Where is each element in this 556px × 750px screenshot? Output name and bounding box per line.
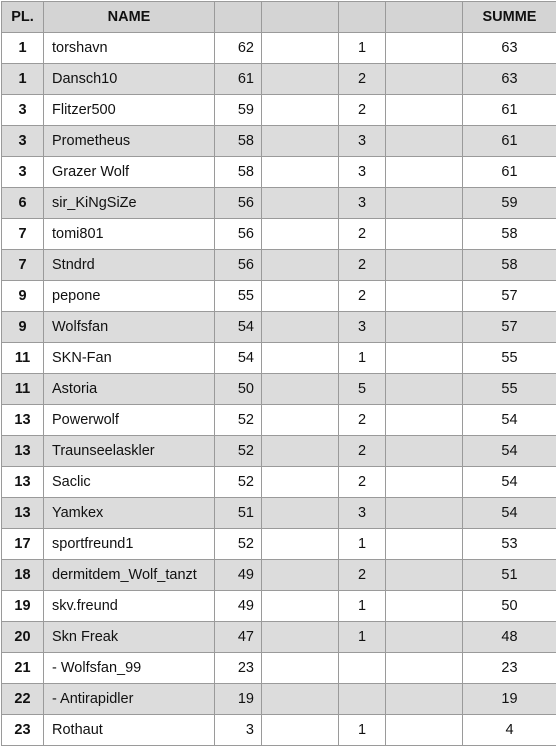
place-cell: 21	[2, 653, 44, 684]
header-col3	[215, 2, 262, 33]
empty-cell	[386, 312, 463, 343]
table-row	[2, 498, 556, 529]
place-cell: 7	[2, 250, 44, 281]
empty-cell	[386, 498, 463, 529]
place-cell: 7	[2, 219, 44, 250]
points-cell: 3	[215, 715, 262, 746]
empty-cell	[386, 250, 463, 281]
empty-cell	[262, 653, 339, 684]
empty-cell	[262, 622, 339, 653]
points-cell: 58	[215, 126, 262, 157]
points-cell: 52	[215, 405, 262, 436]
bonus-cell	[339, 653, 386, 684]
sum-cell: 51	[463, 560, 556, 591]
place-cell: 13	[2, 498, 44, 529]
name-cell: Traunseelaskler	[44, 436, 215, 467]
sum-cell: 54	[463, 467, 556, 498]
name-cell: sportfreund1	[44, 529, 215, 560]
place-cell: 13	[2, 436, 44, 467]
empty-cell	[386, 529, 463, 560]
empty-cell	[386, 33, 463, 64]
header-col5	[339, 2, 386, 33]
sum-cell: 50	[463, 591, 556, 622]
place-cell: 3	[2, 126, 44, 157]
empty-cell	[262, 498, 339, 529]
empty-cell	[262, 188, 339, 219]
place-cell: 13	[2, 467, 44, 498]
name-cell: Wolfsfan	[44, 312, 215, 343]
name-cell: tomi801	[44, 219, 215, 250]
points-cell: 52	[215, 467, 262, 498]
empty-cell	[386, 653, 463, 684]
empty-cell	[262, 250, 339, 281]
empty-cell	[386, 95, 463, 126]
empty-cell	[262, 684, 339, 715]
place-cell: 3	[2, 95, 44, 126]
table-row	[2, 374, 556, 405]
empty-cell	[262, 436, 339, 467]
empty-cell	[386, 157, 463, 188]
place-cell: 3	[2, 157, 44, 188]
empty-cell	[386, 219, 463, 250]
sum-cell: 53	[463, 529, 556, 560]
bonus-cell: 2	[339, 64, 386, 95]
table-row	[2, 467, 556, 498]
empty-cell	[262, 560, 339, 591]
points-cell: 55	[215, 281, 262, 312]
sum-cell: 55	[463, 343, 556, 374]
empty-cell	[386, 622, 463, 653]
sum-cell: 57	[463, 312, 556, 343]
sum-cell: 54	[463, 436, 556, 467]
points-cell: 62	[215, 33, 262, 64]
name-cell: SKN-Fan	[44, 343, 215, 374]
points-cell: 49	[215, 591, 262, 622]
points-cell: 52	[215, 529, 262, 560]
name-cell: - Antirapidler	[44, 684, 215, 715]
name-cell: Prometheus	[44, 126, 215, 157]
name-cell: torshavn	[44, 33, 215, 64]
empty-cell	[386, 281, 463, 312]
sum-cell: 23	[463, 653, 556, 684]
bonus-cell: 2	[339, 467, 386, 498]
points-cell: 50	[215, 374, 262, 405]
place-cell: 6	[2, 188, 44, 219]
sum-cell: 63	[463, 64, 556, 95]
points-cell: 56	[215, 188, 262, 219]
empty-cell	[386, 715, 463, 746]
name-cell: Grazer Wolf	[44, 157, 215, 188]
bonus-cell: 3	[339, 498, 386, 529]
empty-cell	[262, 591, 339, 622]
points-cell: 23	[215, 653, 262, 684]
points-cell: 52	[215, 436, 262, 467]
bonus-cell: 2	[339, 219, 386, 250]
header-name: NAME	[44, 2, 215, 33]
place-cell: 9	[2, 281, 44, 312]
empty-cell	[386, 467, 463, 498]
place-cell: 23	[2, 715, 44, 746]
bonus-cell: 2	[339, 436, 386, 467]
sum-cell: 19	[463, 684, 556, 715]
empty-cell	[386, 436, 463, 467]
bonus-cell: 1	[339, 529, 386, 560]
bonus-cell: 1	[339, 622, 386, 653]
sum-cell: 54	[463, 498, 556, 529]
empty-cell	[386, 684, 463, 715]
bonus-cell: 5	[339, 374, 386, 405]
table-row	[2, 64, 556, 95]
table-row	[2, 219, 556, 250]
table-row	[2, 591, 556, 622]
table-row	[2, 436, 556, 467]
name-cell: Skn Freak	[44, 622, 215, 653]
bonus-cell: 1	[339, 33, 386, 64]
table-row	[2, 529, 556, 560]
points-cell: 56	[215, 219, 262, 250]
place-cell: 11	[2, 343, 44, 374]
bonus-cell: 3	[339, 312, 386, 343]
table-row	[2, 281, 556, 312]
place-cell: 1	[2, 64, 44, 95]
empty-cell	[386, 188, 463, 219]
name-cell: Astoria	[44, 374, 215, 405]
sum-cell: 58	[463, 250, 556, 281]
points-cell: 49	[215, 560, 262, 591]
empty-cell	[386, 560, 463, 591]
name-cell: Saclic	[44, 467, 215, 498]
bonus-cell: 2	[339, 560, 386, 591]
bonus-cell: 1	[339, 715, 386, 746]
empty-cell	[386, 343, 463, 374]
place-cell: 18	[2, 560, 44, 591]
bonus-cell: 2	[339, 250, 386, 281]
place-cell: 20	[2, 622, 44, 653]
table-row	[2, 405, 556, 436]
points-cell: 61	[215, 64, 262, 95]
table-row	[2, 343, 556, 374]
header-summe: SUMME	[463, 2, 556, 33]
table-row	[2, 312, 556, 343]
bonus-cell: 2	[339, 95, 386, 126]
bonus-cell: 3	[339, 157, 386, 188]
empty-cell	[262, 33, 339, 64]
header-col6	[386, 2, 463, 33]
table-row	[2, 126, 556, 157]
points-cell: 47	[215, 622, 262, 653]
bonus-cell: 2	[339, 281, 386, 312]
place-cell: 22	[2, 684, 44, 715]
empty-cell	[262, 126, 339, 157]
table-row	[2, 653, 556, 684]
empty-cell	[262, 343, 339, 374]
name-cell: Rothaut	[44, 715, 215, 746]
points-cell: 54	[215, 312, 262, 343]
ranking-table	[1, 1, 556, 746]
name-cell: Powerwolf	[44, 405, 215, 436]
table-row	[2, 622, 556, 653]
header-col4	[262, 2, 339, 33]
points-cell: 56	[215, 250, 262, 281]
points-cell: 19	[215, 684, 262, 715]
name-cell: Dansch10	[44, 64, 215, 95]
sum-cell: 58	[463, 219, 556, 250]
empty-cell	[262, 157, 339, 188]
empty-cell	[262, 64, 339, 95]
sum-cell: 57	[463, 281, 556, 312]
empty-cell	[262, 467, 339, 498]
empty-cell	[262, 219, 339, 250]
name-cell: Yamkex	[44, 498, 215, 529]
place-cell: 17	[2, 529, 44, 560]
bonus-cell: 1	[339, 591, 386, 622]
header-row	[2, 2, 556, 33]
points-cell: 54	[215, 343, 262, 374]
name-cell: pepone	[44, 281, 215, 312]
table-row	[2, 684, 556, 715]
table-row	[2, 157, 556, 188]
sum-cell: 59	[463, 188, 556, 219]
sum-cell: 48	[463, 622, 556, 653]
empty-cell	[386, 64, 463, 95]
empty-cell	[262, 374, 339, 405]
sum-cell: 4	[463, 715, 556, 746]
bonus-cell	[339, 684, 386, 715]
bonus-cell: 1	[339, 343, 386, 374]
table-body	[2, 33, 556, 746]
name-cell: Stndrd	[44, 250, 215, 281]
table-row	[2, 250, 556, 281]
empty-cell	[262, 312, 339, 343]
empty-cell	[386, 374, 463, 405]
sum-cell: 61	[463, 126, 556, 157]
empty-cell	[262, 281, 339, 312]
place-cell: 9	[2, 312, 44, 343]
place-cell: 1	[2, 33, 44, 64]
table-row	[2, 33, 556, 64]
table-row	[2, 188, 556, 219]
sum-cell: 63	[463, 33, 556, 64]
sum-cell: 55	[463, 374, 556, 405]
points-cell: 59	[215, 95, 262, 126]
sum-cell: 54	[463, 405, 556, 436]
empty-cell	[262, 405, 339, 436]
sum-cell: 61	[463, 157, 556, 188]
name-cell: - Wolfsfan_99	[44, 653, 215, 684]
empty-cell	[262, 95, 339, 126]
points-cell: 51	[215, 498, 262, 529]
bonus-cell: 2	[339, 405, 386, 436]
name-cell: skv.freund	[44, 591, 215, 622]
name-cell: dermitdem_Wolf_tanzt	[44, 560, 215, 591]
empty-cell	[262, 715, 339, 746]
points-cell: 58	[215, 157, 262, 188]
empty-cell	[386, 405, 463, 436]
sum-cell: 61	[463, 95, 556, 126]
table-row	[2, 560, 556, 591]
header-place: PL.	[2, 2, 44, 33]
place-cell: 11	[2, 374, 44, 405]
empty-cell	[386, 591, 463, 622]
empty-cell	[386, 126, 463, 157]
name-cell: sir_KiNgSiZe	[44, 188, 215, 219]
name-cell: Flitzer500	[44, 95, 215, 126]
bonus-cell: 3	[339, 126, 386, 157]
empty-cell	[262, 529, 339, 560]
bonus-cell: 3	[339, 188, 386, 219]
table-row	[2, 715, 556, 746]
place-cell: 19	[2, 591, 44, 622]
place-cell: 13	[2, 405, 44, 436]
table-row	[2, 95, 556, 126]
